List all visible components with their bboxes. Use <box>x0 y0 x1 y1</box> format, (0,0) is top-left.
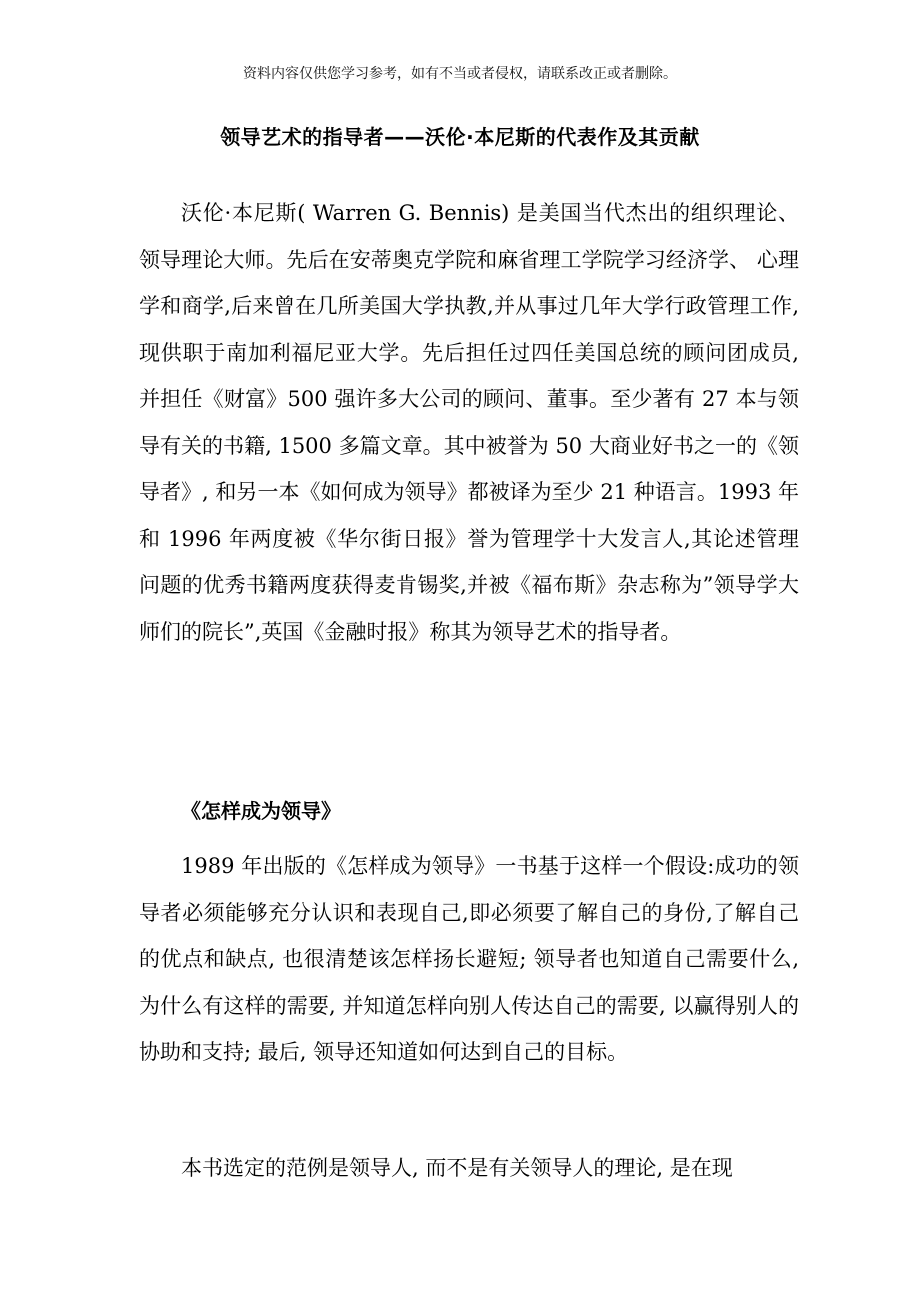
section-heading: 《怎样成为领导》 <box>181 799 341 823</box>
document-title: 领导艺术的指导者——沃伦·本尼斯的代表作及其贡献 <box>220 125 700 149</box>
header-disclaimer: 资料内容仅供您学习参考，如有不当或者侵权，请联系改正或者删除。 <box>243 66 677 82</box>
book-examples-paragraph: 本书选定的范例是领导人, 而不是有关领导人的理论, 是在现 <box>181 1156 733 1180</box>
book-summary-paragraph: 1989 年出版的《怎样成为领导》一书基于这样一个假设:成功的领导者必须能够充分认识和表现自己,即必须要了解自己的身份,了解自己的优点和缺点, 也很清楚该怎样扬长避短; 领导者也知道自己需要什么, 为什么有这样的需要, 并知道怎样向别人传达自己的需要, 以赢得别人的协助和支持; 最后, 领导还知道如何达到自己的目标。 <box>139 854 799 1064</box>
intro-paragraph: 沃伦·本尼斯( Warren G. Bennis) 是美国当代杰出的组织理论、 领导理论大师。先后在安蒂奥克学院和麻省理工学院学习经济学、 心理学和商学,后来曾在几所美国大学执教,并从事过几年大学行政管理工作, 现供职于南加利福尼亚大学。先后担任过四任美国总统的顾问团成员, 并担任《财富》500 强许多大公司的顾问、董事。至少著有 27 本与领导有关的书籍, 1500 多篇文章。其中被誉为 50 大商业好书之一的《领导者》, 和另一本《如何成为领导》都被译为至少 21 种语言。1993 年和 1996 年两度被《华尔街日报》誉为管理学十大发言人,其论述管理问题的优秀书籍两度获得麦肯锡奖,并被《福布斯》杂志称为”领导学大师们的院长”,英国《金融时报》称其为领导艺术的指导者。 <box>139 201 799 644</box>
